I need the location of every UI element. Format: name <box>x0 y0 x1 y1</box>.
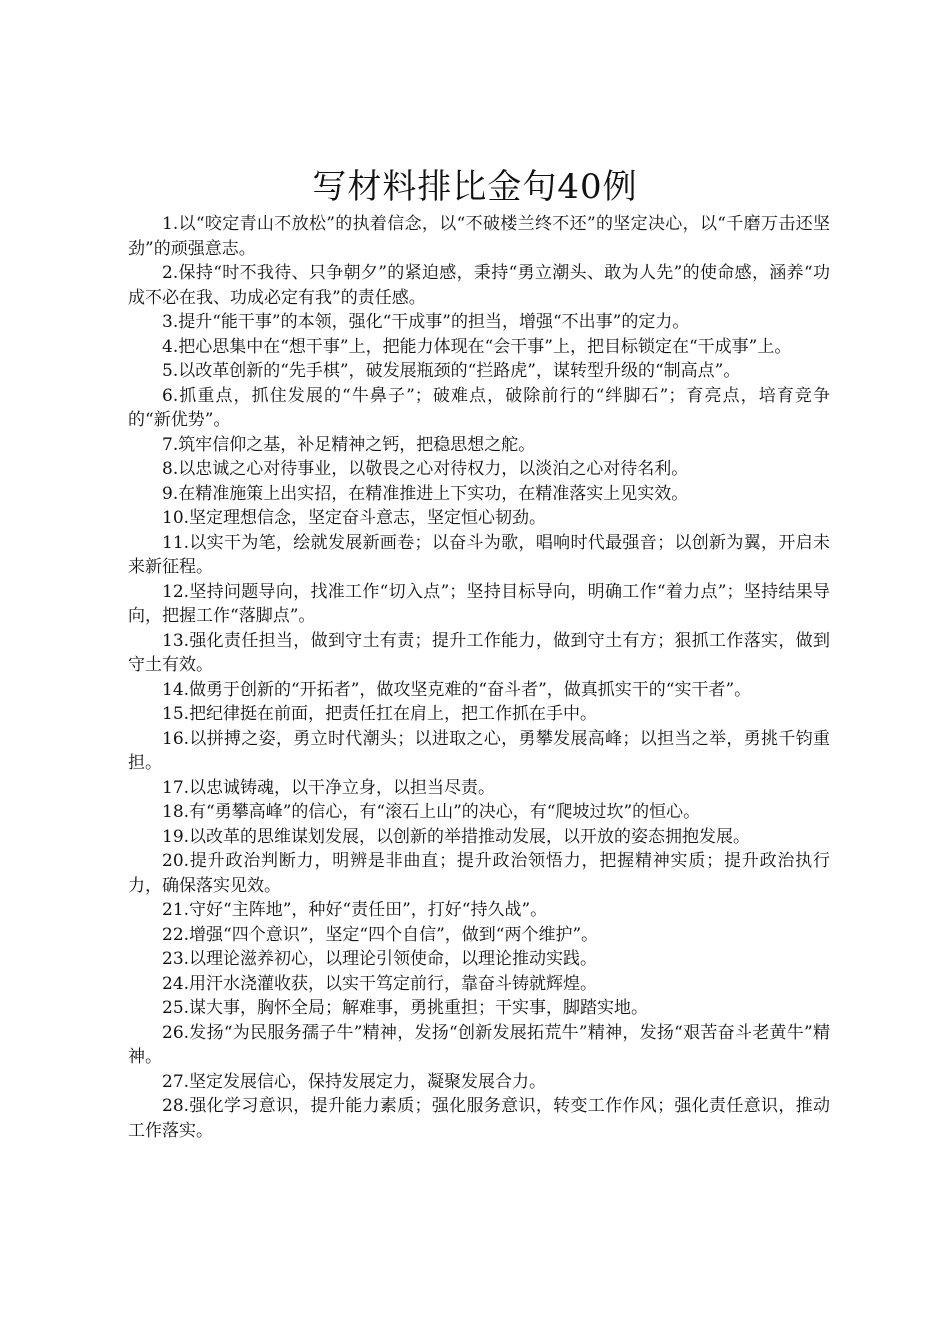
paragraph-15: 15.把纪律挺在前面，把责任扛在肩上，把工作抓在手中。 <box>162 704 598 724</box>
paragraph-16: 16.以拼搏之姿，勇立时代潮头；以进取之心，勇攀发展高峰；以担当之举，勇挑千钧重担。 <box>128 728 830 773</box>
paragraph-2: 2.保持“时不我待、只争朝夕”的紧迫感，秉持“勇立潮头、敢为人先”的使命感，涵养“功成不必在我、功成必定有我”的责任感。 <box>128 263 830 308</box>
paragraph-6: 6.抓重点，抓住发展的“牛鼻子”；破难点，破除前行的“绊脚石”；育亮点，培育竞争的“新优势”。 <box>128 385 830 430</box>
paragraph-24: 24.用汗水浇灌收获，以实干笃定前行，靠奋斗铸就辉煌。 <box>162 973 598 994</box>
paragraph-18: 18.有“勇攀高峰”的信心，有“滚石上山”的决心，有“爬坡过坎”的恒心。 <box>162 802 701 822</box>
paragraph-12: 12.坚持问题导向，找准工作“切入点”；坚持目标导向，明确工作“着力点”；坚持结果导向，把握工作“落脚点”。 <box>128 581 830 626</box>
paragraph-28: 28.强化学习意识，提升能力素质；强化服务意识，转变工作作风；强化责任意识，推动工作落实。 <box>128 1096 830 1141</box>
paragraph-19: 19.以改革的思维谋划发展，以创新的举措推动发展，以开放的姿态拥抱发展。 <box>162 826 751 847</box>
paragraph-23: 23.以理论滋养初心，以理论引领使命，以理论推动实践。 <box>162 949 598 969</box>
paragraph-25: 25.谋大事，胸怀全局；解难事，勇挑重担；干实事，脚踏实地。 <box>162 998 649 1018</box>
paragraph-17: 17.以忠诚铸魂，以干净立身，以担当尽责。 <box>162 777 496 798</box>
paragraph-22: 22.增强“四个意识”，坚定“四个自信”，做到“两个维护”。 <box>162 924 599 945</box>
paragraph-26: 26.发扬“为民服务孺子牛”精神，发扬“创新发展拓荒牛”精神，发扬“艰苦奋斗老黄牛”精神。 <box>128 1022 830 1067</box>
paragraph-3: 3.提升“能干事”的本领，强化“干成事”的担当，增强“不出事”的定力。 <box>162 312 690 332</box>
paragraph-10: 10.坚定理想信念，坚定奋斗意志，坚定恒心韧劲。 <box>162 508 547 528</box>
document-title: 写材料排比金句40例 <box>312 167 638 207</box>
paragraph-14: 14.做勇于创新的“开拓者”，做攻坚克难的“奋斗者”，做真抓实干的“实干者”。 <box>162 679 752 700</box>
paragraph-1: 1.以“咬定青山不放松”的执着信念，以“不破楼兰终不还”的坚定决心，以“千磨万击还坚劲”的顽强意志。 <box>128 214 830 259</box>
paragraph-11: 11.以实干为笔，绘就发展新画卷；以奋斗为歌，唱响时代最强音；以创新为翼，开启未来新征程。 <box>128 532 830 577</box>
paragraph-8: 8.以忠诚之心对待事业，以敬畏之心对待权力，以淡泊之心对待名利。 <box>162 459 689 479</box>
paragraph-21: 21.守好“主阵地”，种好“责任田”，打好“持久战”。 <box>162 900 548 920</box>
paragraph-7: 7.筑牢信仰之基，补足精神之钙，把稳思想之舵。 <box>162 434 536 455</box>
paragraph-5: 5.以改革创新的“先手棋”，破发展瓶颈的“拦路虎”，谋转型升级的“制高点”。 <box>162 361 741 381</box>
paragraph-9: 9.在精准施策上出实招，在精准推进上下实功，在精准落实上见实效。 <box>162 483 689 504</box>
document-body <box>128 212 830 1143</box>
paragraph-13: 13.强化责任担当，做到守土有责；提升工作能力，做到守土有方；狠抓工作落实，做到守土有效。 <box>128 630 830 675</box>
paragraph-20: 20.提升政治判断力，明辨是非曲直；提升政治领悟力，把握精神实质；提升政治执行力，确保落实见效。 <box>128 851 830 896</box>
paragraph-27: 27.坚定发展信心，保持发展定力，凝聚发展合力。 <box>162 1071 547 1092</box>
paragraph-4: 4.把心思集中在“想干事”上，把能力体现在“会干事”上，把目标锁定在“干成事”上。 <box>162 336 792 357</box>
